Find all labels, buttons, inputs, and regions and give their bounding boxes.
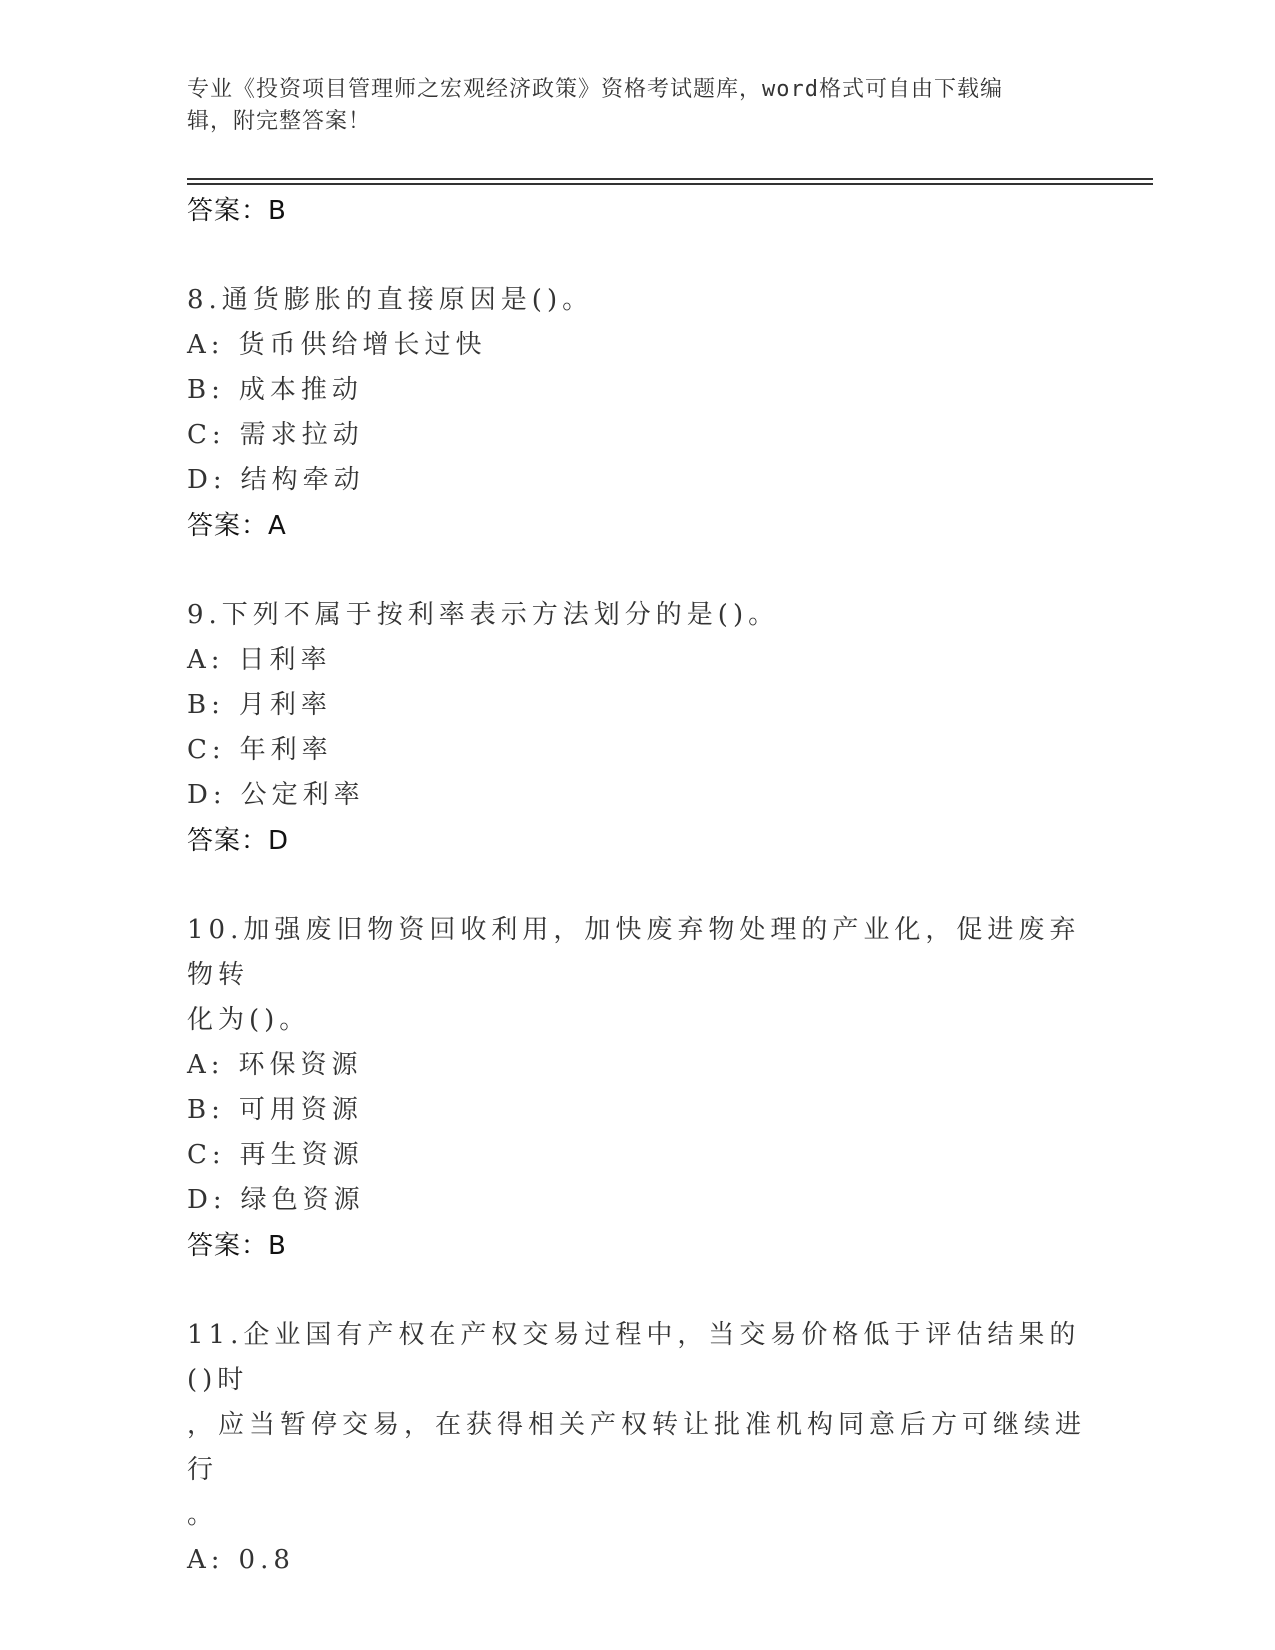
- question-10: [187, 908, 1087, 1269]
- option-text: 成本推动: [238, 375, 363, 405]
- option-text: 0.8: [238, 1545, 295, 1575]
- option-letter: A:: [187, 645, 225, 675]
- previous-answer: 答案：B: [187, 196, 287, 226]
- question-text: 9.下列不属于按利率表示方法划分的是()。: [187, 600, 780, 630]
- option-text: 结构牵动: [240, 465, 365, 495]
- option-text: 日利率: [238, 645, 332, 675]
- header-divider-bottom: [187, 183, 1153, 185]
- option-b: [187, 368, 1087, 413]
- option-letter: B:: [187, 375, 225, 405]
- option-b: [187, 683, 1087, 728]
- option-text: 绿色资源: [240, 1185, 365, 1215]
- header-line-1: 专业《投资项目管理师之宏观经济政策》资格考试题库，word格式可自由下载编: [187, 77, 1003, 102]
- option-d: [187, 773, 1087, 818]
- option-d: [187, 458, 1087, 503]
- question-text: 8.通货膨胀的直接原因是()。: [187, 285, 594, 315]
- option-letter: D:: [187, 780, 227, 810]
- option-a: [187, 638, 1087, 683]
- header-line-2: 辑，附完整答案！: [187, 109, 372, 134]
- question-text-line-1: 11.企业国有产权在产权交易过程中，当交易价格低于评估结果的()时: [187, 1320, 1081, 1395]
- answer: 答案：A: [187, 511, 287, 541]
- question-text-line-1: 10.加强废旧物资回收利用，加快废弃物处理的产业化，促进废弃物转: [187, 915, 1081, 990]
- question-text-line-2: ，应当暂停交易，在获得相关产权转让批准机构同意后方可继续进行: [187, 1410, 1087, 1485]
- option-letter: A:: [187, 330, 225, 360]
- option-a: [187, 1043, 1087, 1088]
- option-text: 货币供给增长过快: [238, 330, 487, 360]
- option-letter: A:: [187, 1545, 225, 1575]
- option-a: [187, 323, 1087, 368]
- option-letter: B:: [187, 1095, 225, 1125]
- option-b: [187, 1088, 1087, 1133]
- option-letter: C:: [187, 420, 226, 450]
- option-text: 再生资源: [239, 1140, 364, 1170]
- option-c: [187, 728, 1087, 773]
- answer: 答案：D: [187, 826, 290, 856]
- option-letter: D:: [187, 465, 227, 495]
- header-divider-top: [187, 178, 1153, 180]
- option-letter: A:: [187, 1050, 225, 1080]
- answer: 答案：B: [187, 1231, 287, 1261]
- question-text-line-2: 化为()。: [187, 1005, 311, 1035]
- option-text: 年利率: [239, 735, 333, 765]
- option-text: 月利率: [238, 690, 332, 720]
- question-9: [187, 593, 1087, 864]
- document-header: [187, 74, 1067, 138]
- option-text: 公定利率: [240, 780, 365, 810]
- option-text: 需求拉动: [239, 420, 364, 450]
- option-letter: C:: [187, 1140, 226, 1170]
- option-text: 环保资源: [238, 1050, 363, 1080]
- option-letter: D:: [187, 1185, 227, 1215]
- question-text-line-3: 。: [187, 1500, 219, 1530]
- option-text: 可用资源: [238, 1095, 363, 1125]
- option-d: [187, 1178, 1087, 1223]
- document-body: [187, 188, 1087, 1583]
- question-8: [187, 278, 1087, 549]
- option-letter: B:: [187, 690, 225, 720]
- option-c: [187, 1133, 1087, 1178]
- option-letter: C:: [187, 735, 226, 765]
- option-a: [187, 1538, 1087, 1583]
- option-c: [187, 413, 1087, 458]
- question-11: [187, 1313, 1087, 1583]
